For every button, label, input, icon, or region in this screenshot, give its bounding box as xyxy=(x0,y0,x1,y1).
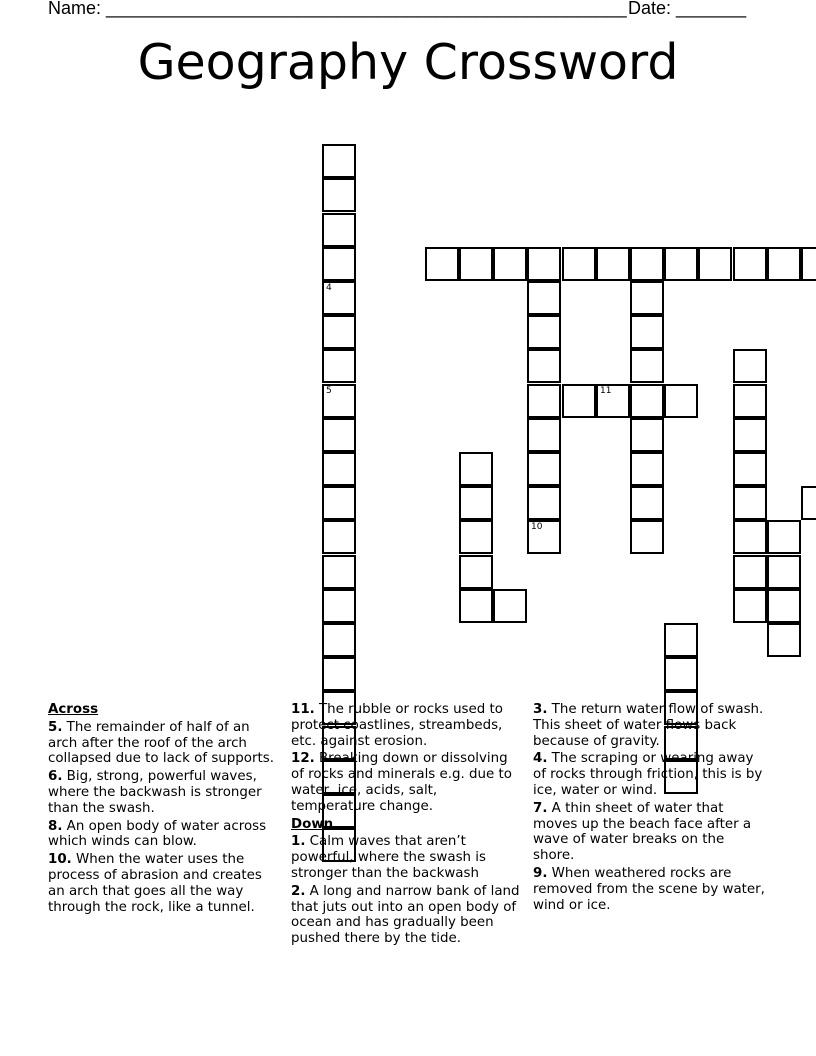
crossword-cell[interactable] xyxy=(322,555,356,589)
crossword-cell[interactable] xyxy=(322,247,356,281)
crossword-cell[interactable] xyxy=(322,486,356,520)
crossword-cell[interactable] xyxy=(322,520,356,554)
crossword-cell[interactable] xyxy=(322,144,356,178)
crossword-cell[interactable] xyxy=(630,281,664,315)
crossword-cell[interactable] xyxy=(630,349,664,383)
crossword-cell[interactable] xyxy=(459,486,493,520)
crossword-cell[interactable] xyxy=(733,589,767,623)
crossword-cell[interactable] xyxy=(322,315,356,349)
crossword-cell[interactable] xyxy=(322,178,356,212)
clue-down-9: 9. When weathered rocks are removed from the scene by water, wind or ice. xyxy=(533,865,765,913)
crossword-cell[interactable] xyxy=(733,418,767,452)
crossword-cell[interactable] xyxy=(527,281,561,315)
clue-across-8: 8. An open body of water across which winds can blow. xyxy=(48,818,267,850)
crossword-cell[interactable] xyxy=(459,452,493,486)
crossword-cell[interactable] xyxy=(733,520,767,554)
clue-across-6: 6. Big, strong, powerful waves, where the backwash is stronger than the swash. xyxy=(48,769,262,816)
clue-across-12: 12. Breaking down or dissolving of rocks and minerals e.g. due to water, ice, acids, salt, temperature change. xyxy=(291,751,512,814)
clue-number: 4 xyxy=(326,283,332,293)
crossword-cell[interactable] xyxy=(527,418,561,452)
crossword-cell[interactable] xyxy=(322,589,356,623)
down-heading: Down xyxy=(291,816,334,832)
clue-down-7: 7. A thin sheet of water that moves up the beach face after a wave of water breaks on the shore. xyxy=(533,800,752,864)
crossword-cell[interactable] xyxy=(630,315,664,349)
clue-number: 10 xyxy=(531,522,543,532)
crossword-cell[interactable] xyxy=(698,247,732,281)
clue-across-5: 5. The remainder of half of an arch after the roof of the arch collapsed due to lack of supports. xyxy=(48,719,274,767)
clue-down-4: 4. The scraping or wearing away of rocks through friction, this is by ice, water or wind. xyxy=(533,751,763,798)
crossword-cell[interactable] xyxy=(562,384,596,418)
crossword-cell[interactable] xyxy=(664,623,698,657)
crossword-cell[interactable] xyxy=(459,555,493,589)
clue-down-1: 1. Calm waves that aren’t powerful, where the swash is stronger than the backwash xyxy=(291,834,486,881)
crossword-cell[interactable] xyxy=(767,247,801,281)
crossword-cell[interactable] xyxy=(733,452,767,486)
crossword-cell[interactable] xyxy=(733,349,767,383)
crossword-cell[interactable] xyxy=(733,555,767,589)
crossword-cell[interactable] xyxy=(664,247,698,281)
date-field[interactable]: Date: _______ xyxy=(628,0,747,18)
crossword-cell[interactable] xyxy=(630,418,664,452)
crossword-cell[interactable] xyxy=(322,213,356,247)
crossword-cell[interactable] xyxy=(596,384,630,418)
crossword-cell[interactable] xyxy=(596,247,630,281)
crossword-cell[interactable] xyxy=(459,247,493,281)
name-field[interactable]: Name: ____________________________________________________ xyxy=(48,0,627,18)
crossword-cell[interactable] xyxy=(527,349,561,383)
crossword-cell[interactable] xyxy=(322,281,356,315)
crossword-cell[interactable] xyxy=(767,589,801,623)
crossword-cell[interactable] xyxy=(527,315,561,349)
crossword-cell[interactable] xyxy=(527,384,561,418)
crossword-cell[interactable] xyxy=(767,555,801,589)
crossword-cell[interactable] xyxy=(322,384,356,418)
crossword-cell[interactable] xyxy=(630,486,664,520)
crossword-cell[interactable] xyxy=(630,247,664,281)
page-title: Geography Crossword xyxy=(137,34,679,91)
clue-across-11: 11. The rubble or rocks used to protect coastlines, streambeds, etc. against erosion. xyxy=(291,702,503,749)
crossword-cell[interactable] xyxy=(630,520,664,554)
crossword-cell[interactable] xyxy=(493,247,527,281)
crossword-cell[interactable] xyxy=(527,486,561,520)
crossword-cell[interactable] xyxy=(322,452,356,486)
crossword-cell[interactable] xyxy=(562,247,596,281)
clue-down-2: 2. A long and narrow bank of land that juts out into an open body of ocean and has gradually been pushed there by the tide. xyxy=(291,883,520,947)
clue-number: 5 xyxy=(326,386,332,396)
crossword-cell[interactable] xyxy=(425,247,459,281)
crossword-cell[interactable] xyxy=(801,247,816,281)
crossword-cell[interactable] xyxy=(733,486,767,520)
crossword-cell[interactable] xyxy=(322,418,356,452)
crossword-cell[interactable] xyxy=(630,384,664,418)
crossword-cell[interactable] xyxy=(527,247,561,281)
across-heading: Across xyxy=(48,702,99,717)
clue-column-1 xyxy=(48,702,280,917)
crossword-cell[interactable] xyxy=(493,589,527,623)
clue-column-2 xyxy=(291,702,523,949)
crossword-cell[interactable] xyxy=(322,623,356,657)
crossword-cell[interactable] xyxy=(767,520,801,554)
clue-column-3 xyxy=(533,702,769,915)
crossword-cell[interactable] xyxy=(527,520,561,554)
clue-down-3: 3. The return water flow of swash. This sheet of water flows back because of gravity. xyxy=(533,702,764,749)
clue-across-10: 10. When the water uses the process of abrasion and creates an arch that goes all the way through the rock, like a tunnel. xyxy=(48,852,262,915)
clue-number: 11 xyxy=(600,386,612,396)
crossword-cell[interactable] xyxy=(630,452,664,486)
crossword-cell[interactable] xyxy=(322,349,356,383)
crossword-cell[interactable] xyxy=(801,486,816,520)
crossword-cell[interactable] xyxy=(459,520,493,554)
crossword-cell[interactable] xyxy=(322,657,356,691)
crossword-cell[interactable] xyxy=(664,657,698,691)
crossword-cell[interactable] xyxy=(733,247,767,281)
crossword-cell[interactable] xyxy=(664,384,698,418)
crossword-cell[interactable] xyxy=(767,623,801,657)
crossword-cell[interactable] xyxy=(733,384,767,418)
crossword-cell[interactable] xyxy=(527,452,561,486)
crossword-cell[interactable] xyxy=(459,589,493,623)
